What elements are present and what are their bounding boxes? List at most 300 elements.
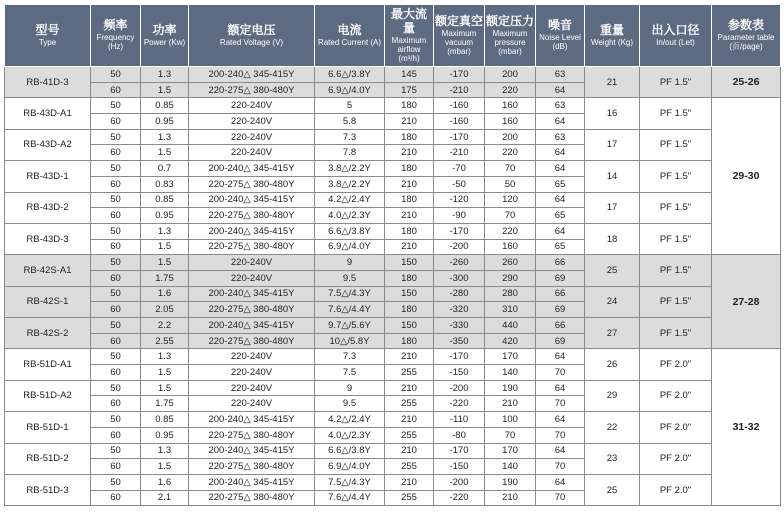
power-cell: 1.3 [141,129,189,145]
max-airflow-cell: 255 [385,490,434,506]
max-vacuum-cell: -150 [434,459,485,475]
table-row [5,318,781,334]
frequency-cell: 50 [91,255,141,271]
rated-current-cell: 3.8△/2.2Y [315,161,385,177]
inout-cell: PF 2.0" [640,349,712,380]
max-airflow-cell: 180 [385,223,434,239]
max-airflow-cell: 255 [385,459,434,475]
max-pressure-cell: 160 [485,114,536,130]
frequency-cell: 50 [91,223,141,239]
header-weight [585,5,640,67]
frequency-cell: 50 [91,67,141,83]
noise-level-cell: 65 [536,176,585,192]
max-vacuum-cell: -170 [434,223,485,239]
max-vacuum-cell: -110 [434,412,485,428]
max-airflow-cell: 180 [385,302,434,318]
max-airflow-cell: 210 [385,412,434,428]
rated-current-cell: 7.6△/4.4Y [315,490,385,506]
header-zh-label: 型号 [35,23,60,37]
weight-cell: 18 [585,223,640,254]
rated-voltage-cell: 220-240V [189,129,315,145]
power-cell: 1.3 [141,67,189,83]
noise-level-cell: 64 [536,192,585,208]
max-pressure-cell: 160 [485,239,536,255]
inout-cell: PF 1.5" [640,318,712,349]
model-type-cell: RB-43D-3 [5,223,91,254]
power-cell: 0.85 [141,98,189,114]
max-vacuum-cell: -70 [434,161,485,177]
frequency-cell: 50 [91,349,141,365]
max-pressure-cell: 260 [485,255,536,271]
noise-level-cell: 70 [536,396,585,412]
header-inout [640,5,712,67]
model-type-cell: RB-51D-A1 [5,349,91,380]
header-zh-label: 参数表 [727,18,764,33]
max-pressure-cell: 70 [485,161,536,177]
table-row [5,286,781,302]
rated-current-cell: 9.7△/5.6Y [315,318,385,334]
noise-level-cell: 69 [536,333,585,349]
model-type-cell: RB-41D-3 [5,67,91,98]
max-vacuum-cell: -330 [434,318,485,334]
rated-current-cell: 7.5△/4.3Y [315,474,385,490]
rated-current-cell: 4.0△/2.3Y [315,427,385,443]
frequency-cell: 60 [91,459,141,475]
rated-current-cell: 9.5 [315,270,385,286]
rated-voltage-cell: 220-240V [189,145,315,161]
header-zh-label: 噪音 [547,18,572,33]
table-header [5,5,781,67]
frequency-cell: 50 [91,443,141,459]
header-zh-label: 出入口径 [651,23,700,37]
model-type-cell: RB-43D-2 [5,192,91,223]
rated-voltage-cell: 220-240V [189,270,315,286]
power-cell: 0.7 [141,161,189,177]
rated-voltage-cell: 220-275△ 380-480Y [189,490,315,506]
power-cell: 2.05 [141,302,189,318]
header-en-label: Weight (Kg) [590,37,634,47]
max-airflow-cell: 150 [385,286,434,302]
weight-cell: 25 [585,255,640,286]
max-airflow-cell: 210 [385,443,434,459]
frequency-cell: 50 [91,98,141,114]
frequency-cell: 60 [91,365,141,381]
weight-cell: 29 [585,380,640,411]
rated-voltage-cell: 200-240△ 345-415Y [189,161,315,177]
table-row [5,380,781,396]
header-zh-label: 额定压力 [486,13,535,28]
header-noise-level [536,5,585,67]
weight-cell: 25 [585,474,640,505]
max-vacuum-cell: -220 [434,396,485,412]
max-pressure-cell: 170 [485,443,536,459]
rated-voltage-cell: 220-240V [189,114,315,130]
header-rated-voltage [189,5,315,67]
noise-level-cell: 64 [536,412,585,428]
header-zh-label: 最大流量 [390,6,427,35]
table-row [5,161,781,177]
model-type-cell: RB-43D-A2 [5,129,91,160]
power-cell: 0.83 [141,176,189,192]
max-pressure-cell: 200 [485,129,536,145]
header-zh-label: 电流 [337,23,362,37]
noise-level-cell: 63 [536,67,585,83]
rated-current-cell: 6.6△/3.8Y [315,443,385,459]
frequency-cell: 60 [91,270,141,286]
noise-level-cell: 64 [536,82,585,98]
rated-voltage-cell: 200-240△ 345-415Y [189,286,315,302]
frequency-cell: 60 [91,145,141,161]
noise-level-cell: 64 [536,145,585,161]
max-vacuum-cell: -50 [434,176,485,192]
rated-current-cell: 7.3 [315,349,385,365]
rated-current-cell: 5 [315,98,385,114]
max-vacuum-cell: -170 [434,443,485,459]
power-cell: 0.85 [141,192,189,208]
rated-voltage-cell: 220-240V [189,380,315,396]
max-airflow-cell: 255 [385,365,434,381]
noise-level-cell: 64 [536,443,585,459]
header-zh-label: 额定真空 [435,13,484,28]
power-cell: 1.3 [141,223,189,239]
rated-voltage-cell: 220-275△ 380-480Y [189,208,315,224]
header-en-label: Rated Current (A) [317,37,382,47]
max-pressure-cell: 190 [485,474,536,490]
max-pressure-cell: 120 [485,192,536,208]
max-vacuum-cell: -280 [434,286,485,302]
inout-cell: PF 1.5" [640,67,712,98]
model-type-cell: RB-51D-2 [5,443,91,474]
rated-voltage-cell: 220-275△ 380-480Y [189,176,315,192]
max-pressure-cell: 280 [485,286,536,302]
header-en-label: Noise Level (dB) [539,33,581,52]
header-en-label: Power (Kw) [143,37,186,47]
power-cell: 0.95 [141,114,189,130]
max-airflow-cell: 210 [385,380,434,396]
max-pressure-cell: 70 [485,427,536,443]
max-airflow-cell: 180 [385,129,434,145]
inout-cell: PF 2.0" [640,474,712,505]
model-type-cell: RB-51D-A2 [5,380,91,411]
rated-current-cell: 6.9△/4.0Y [315,239,385,255]
power-cell: 1.5 [141,239,189,255]
weight-cell: 26 [585,349,640,380]
frequency-cell: 50 [91,318,141,334]
header-frequency [91,5,141,67]
max-pressure-cell: 140 [485,365,536,381]
max-vacuum-cell: -220 [434,490,485,506]
table-row [5,443,781,459]
frequency-cell: 60 [91,302,141,318]
rated-voltage-cell: 220-275△ 380-480Y [189,459,315,475]
noise-level-cell: 66 [536,255,585,271]
header-en-label: Rated Voltage (V) [219,37,284,47]
rated-voltage-cell: 200-240△ 345-415Y [189,412,315,428]
power-cell: 1.75 [141,270,189,286]
max-airflow-cell: 210 [385,349,434,365]
header-zh-label: 频率 [103,18,128,33]
weight-cell: 21 [585,67,640,98]
max-airflow-cell: 150 [385,318,434,334]
noise-level-cell: 66 [536,318,585,334]
frequency-cell: 50 [91,286,141,302]
max-airflow-cell: 180 [385,192,434,208]
max-pressure-cell: 310 [485,302,536,318]
max-vacuum-cell: -260 [434,255,485,271]
rated-current-cell: 7.6△/4.4Y [315,302,385,318]
max-airflow-cell: 210 [385,474,434,490]
table-row [5,412,781,428]
rated-current-cell: 9 [315,380,385,396]
table-row [5,192,781,208]
inout-cell: PF 1.5" [640,129,712,160]
frequency-cell: 60 [91,114,141,130]
header-max-airflow [385,5,434,67]
model-type-cell: RB-42S-A1 [5,255,91,286]
header-max-pressure [485,5,536,67]
max-airflow-cell: 210 [385,176,434,192]
power-cell: 1.6 [141,286,189,302]
max-vacuum-cell: -200 [434,239,485,255]
frequency-cell: 60 [91,427,141,443]
header-en-label: Type [38,37,57,47]
model-type-cell: RB-51D-3 [5,474,91,505]
max-vacuum-cell: -150 [434,365,485,381]
rated-voltage-cell: 220-275△ 380-480Y [189,239,315,255]
inout-cell: PF 2.0" [640,443,712,474]
noise-level-cell: 64 [536,380,585,396]
rated-voltage-cell: 200-240△ 345-415Y [189,443,315,459]
rated-voltage-cell: 220-240V [189,98,315,114]
max-airflow-cell: 175 [385,82,434,98]
rated-current-cell: 6.6△/3.8Y [315,223,385,239]
header-en-label: Maximum airflow (m³/h) [391,35,427,63]
table-row [5,474,781,490]
weight-cell: 17 [585,192,640,223]
max-pressure-cell: 170 [485,349,536,365]
page-range-cell: 27-28 [712,255,781,349]
rated-voltage-cell: 220-240V [189,349,315,365]
max-airflow-cell: 210 [385,145,434,161]
header-zh-label: 额定电压 [227,23,276,37]
inout-cell: PF 1.5" [640,223,712,254]
noise-level-cell: 63 [536,98,585,114]
rated-current-cell: 4.2△/2.4Y [315,192,385,208]
header-en-label: Maximum pressure (mbar) [492,28,528,56]
header-en-label: Maximum vacuum (mbar) [441,28,477,56]
model-type-cell: RB-42S-1 [5,286,91,317]
rated-voltage-cell: 220-275△ 380-480Y [189,82,315,98]
header-max-vacuum [434,5,485,67]
rated-current-cell: 6.6△/3.8Y [315,67,385,83]
rated-voltage-cell: 200-240△ 345-415Y [189,223,315,239]
max-airflow-cell: 180 [385,161,434,177]
power-cell: 1.5 [141,82,189,98]
frequency-cell: 60 [91,490,141,506]
page-range-cell: 25-26 [712,67,781,98]
max-pressure-cell: 290 [485,270,536,286]
max-airflow-cell: 150 [385,255,434,271]
noise-level-cell: 65 [536,208,585,224]
max-vacuum-cell: -210 [434,82,485,98]
max-airflow-cell: 210 [385,114,434,130]
model-type-cell: RB-43D-A1 [5,98,91,129]
max-pressure-cell: 220 [485,82,536,98]
power-cell: 1.3 [141,349,189,365]
max-airflow-cell: 255 [385,396,434,412]
max-airflow-cell: 145 [385,67,434,83]
max-vacuum-cell: -300 [434,270,485,286]
header-en-label: In/out (Let) [656,37,695,47]
inout-cell: PF 1.5" [640,286,712,317]
max-vacuum-cell: -170 [434,349,485,365]
noise-level-cell: 63 [536,129,585,145]
frequency-cell: 50 [91,474,141,490]
power-cell: 1.75 [141,396,189,412]
power-cell: 1.5 [141,380,189,396]
table-row [5,129,781,145]
power-cell: 1.5 [141,459,189,475]
max-pressure-cell: 160 [485,98,536,114]
page-range-cell: 31-32 [712,349,781,506]
frequency-cell: 50 [91,380,141,396]
noise-level-cell: 66 [536,286,585,302]
rated-current-cell: 6.9△/4.0Y [315,82,385,98]
frequency-cell: 60 [91,208,141,224]
inout-cell: PF 1.5" [640,161,712,192]
table-body [5,67,781,506]
frequency-cell: 50 [91,161,141,177]
max-pressure-cell: 220 [485,145,536,161]
table-row [5,67,781,83]
power-cell: 0.95 [141,208,189,224]
noise-level-cell: 64 [536,349,585,365]
power-cell: 1.5 [141,255,189,271]
noise-level-cell: 70 [536,459,585,475]
rated-voltage-cell: 220-240V [189,396,315,412]
max-vacuum-cell: -160 [434,98,485,114]
max-vacuum-cell: -350 [434,333,485,349]
rated-current-cell: 5.8 [315,114,385,130]
max-airflow-cell: 180 [385,270,434,286]
power-cell: 1.5 [141,365,189,381]
frequency-cell: 60 [91,176,141,192]
model-type-cell: RB-42S-2 [5,318,91,349]
max-airflow-cell: 180 [385,333,434,349]
weight-cell: 17 [585,129,640,160]
frequency-cell: 50 [91,192,141,208]
weight-cell: 16 [585,98,640,129]
weight-cell: 27 [585,318,640,349]
header-type [5,5,91,67]
rated-voltage-cell: 200-240△ 345-415Y [189,318,315,334]
rated-voltage-cell: 220-240V [189,365,315,381]
rated-current-cell: 7.3 [315,129,385,145]
max-pressure-cell: 100 [485,412,536,428]
rated-current-cell: 4.2△/2.4Y [315,412,385,428]
rated-voltage-cell: 200-240△ 345-415Y [189,67,315,83]
inout-cell: PF 1.5" [640,98,712,129]
rated-current-cell: 10△/5.8Y [315,333,385,349]
header-parameter-table [712,5,781,67]
max-airflow-cell: 210 [385,208,434,224]
page-range-cell: 29-30 [712,98,781,255]
table-row [5,223,781,239]
rated-voltage-cell: 220-275△ 380-480Y [189,302,315,318]
rated-current-cell: 6.9△/4.0Y [315,459,385,475]
max-pressure-cell: 70 [485,208,536,224]
max-pressure-cell: 420 [485,333,536,349]
frequency-cell: 60 [91,333,141,349]
frequency-cell: 60 [91,239,141,255]
noise-level-cell: 64 [536,161,585,177]
max-vacuum-cell: -210 [434,145,485,161]
max-pressure-cell: 190 [485,380,536,396]
frequency-cell: 60 [91,396,141,412]
header-en-label: Frequency (Hz) [96,33,135,52]
max-vacuum-cell: -200 [434,474,485,490]
max-airflow-cell: 255 [385,427,434,443]
rated-voltage-cell: 220-240V [189,255,315,271]
max-vacuum-cell: -170 [434,129,485,145]
inout-cell: PF 2.0" [640,412,712,443]
max-pressure-cell: 210 [485,396,536,412]
rated-voltage-cell: 220-275△ 380-480Y [189,427,315,443]
header-power [141,5,189,67]
noise-level-cell: 70 [536,490,585,506]
inout-cell: PF 2.0" [640,380,712,411]
max-vacuum-cell: -320 [434,302,485,318]
model-type-cell: RB-51D-1 [5,412,91,443]
max-pressure-cell: 440 [485,318,536,334]
table-row [5,349,781,365]
power-cell: 0.95 [141,427,189,443]
frequency-cell: 50 [91,412,141,428]
max-vacuum-cell: -160 [434,114,485,130]
rated-current-cell: 9.5 [315,396,385,412]
rated-current-cell: 7.8 [315,145,385,161]
max-vacuum-cell: -170 [434,67,485,83]
model-type-cell: RB-43D-1 [5,161,91,192]
parameter-table [4,4,781,506]
max-vacuum-cell: -120 [434,192,485,208]
power-cell: 2.55 [141,333,189,349]
max-airflow-cell: 210 [385,239,434,255]
rated-voltage-cell: 220-275△ 380-480Y [189,333,315,349]
weight-cell: 24 [585,286,640,317]
power-cell: 1.5 [141,145,189,161]
max-airflow-cell: 180 [385,98,434,114]
power-cell: 2.1 [141,490,189,506]
noise-level-cell: 70 [536,365,585,381]
noise-level-cell: 64 [536,223,585,239]
rated-current-cell: 9 [315,255,385,271]
noise-level-cell: 64 [536,114,585,130]
max-pressure-cell: 220 [485,223,536,239]
power-cell: 0.85 [141,412,189,428]
weight-cell: 23 [585,443,640,474]
noise-level-cell: 64 [536,474,585,490]
rated-voltage-cell: 200-240△ 345-415Y [189,192,315,208]
noise-level-cell: 69 [536,270,585,286]
power-cell: 1.6 [141,474,189,490]
max-vacuum-cell: -80 [434,427,485,443]
power-cell: 2.2 [141,318,189,334]
header-zh-label: 功率 [152,23,177,37]
max-vacuum-cell: -90 [434,208,485,224]
max-pressure-cell: 50 [485,176,536,192]
max-pressure-cell: 200 [485,67,536,83]
